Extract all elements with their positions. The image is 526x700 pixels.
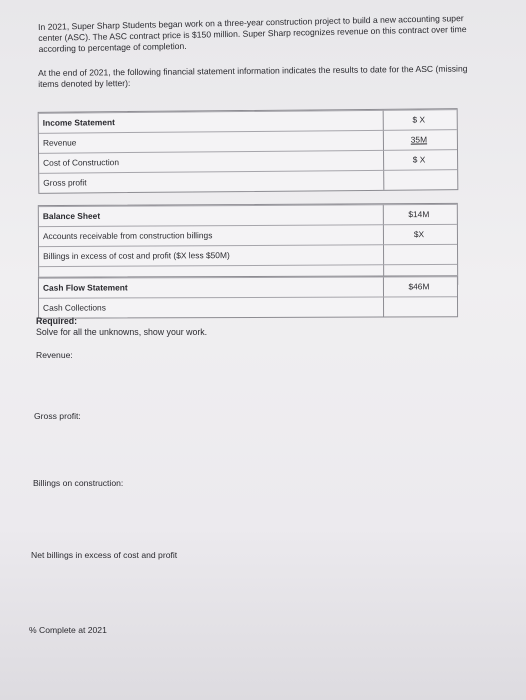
row-label: Revenue bbox=[42, 137, 77, 148]
row-label: Gross profit bbox=[43, 177, 87, 188]
income-statement-table bbox=[38, 108, 459, 194]
income-statement-header: Income Statement bbox=[42, 117, 115, 128]
required-heading: Required: bbox=[36, 316, 78, 326]
question-percent-complete: % Complete at 2021 bbox=[29, 625, 107, 635]
required-section bbox=[36, 316, 207, 338]
intro-paragraph-1: In 2021, Super Sharp Students began work on a three-year construction project to build a new accounting super center (ASC). The ASC contract price is $150 million. Super Sharp recognizes revenue on this contract over time according to percentage of completion. bbox=[38, 13, 467, 54]
table-row bbox=[39, 276, 457, 297]
cash-flow-header: Cash Flow Statement bbox=[42, 282, 128, 293]
row-label: Cost of Construction bbox=[43, 157, 120, 168]
row-label: Accounts receivable from construction billings bbox=[42, 230, 213, 242]
question-revenue: Revenue: bbox=[36, 350, 73, 360]
row-value: $14M bbox=[408, 209, 430, 220]
balance-sheet-header: Balance Sheet bbox=[42, 210, 101, 222]
question-gross-profit: Gross profit: bbox=[34, 411, 81, 421]
cash-flow-table bbox=[38, 275, 458, 318]
row-value: $ X bbox=[412, 154, 426, 165]
row-value: $X bbox=[413, 229, 425, 240]
table-row bbox=[39, 296, 457, 317]
intro-paragraph-2: At the end of 2021, the following financial statement information indicates the results to date for the ASC (missing items denoted by letter): bbox=[38, 63, 468, 89]
required-instruction: Solve for all the unknowns, show your work. bbox=[36, 327, 208, 337]
row-value: 35M bbox=[410, 134, 428, 145]
table-row bbox=[39, 224, 457, 246]
table-row bbox=[39, 204, 457, 226]
row-label: Cash Collections bbox=[43, 302, 106, 313]
question-net-billings: Net billings in excess of cost and profit bbox=[31, 550, 178, 560]
table-row bbox=[39, 169, 457, 193]
table-row bbox=[39, 244, 457, 266]
row-value: $46M bbox=[408, 281, 430, 292]
row-value bbox=[387, 174, 451, 175]
question-billings: Billings on construction: bbox=[33, 478, 124, 488]
row-label: Billings in excess of cost and profit ($X less $50M) bbox=[43, 250, 230, 262]
income-statement-header-value: $ X bbox=[412, 114, 426, 125]
balance-sheet-table bbox=[38, 203, 458, 287]
